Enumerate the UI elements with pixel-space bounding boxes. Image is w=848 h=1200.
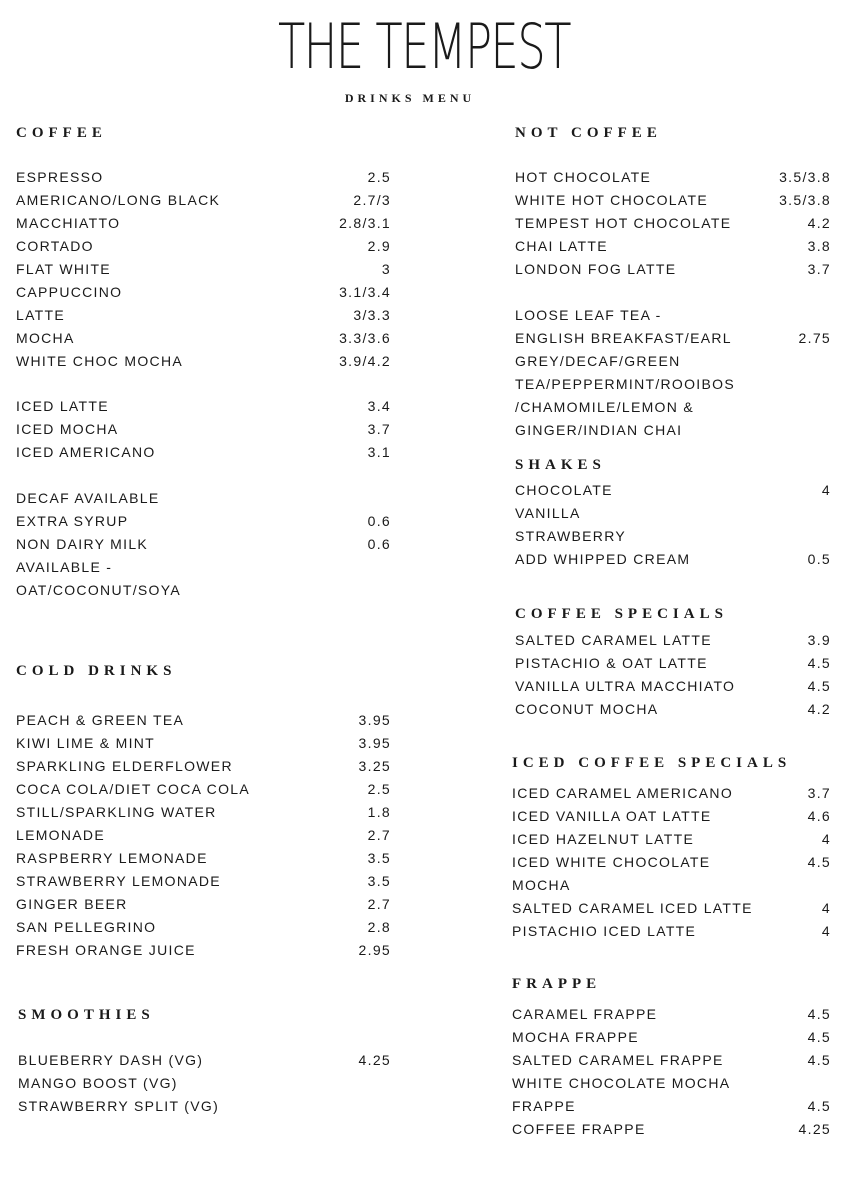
item-price: 2.5 <box>367 169 391 185</box>
item-price: 4.5 <box>807 1006 831 1022</box>
menu-item <box>515 189 831 211</box>
item-price: 4 <box>821 831 831 847</box>
item-name: VANILLA ULTRA MACCHIATO <box>515 678 736 694</box>
item-price: 3.1 <box>367 444 391 460</box>
item-price: 3.9/4.2 <box>339 353 391 369</box>
menu-item <box>16 189 391 211</box>
menu-item <box>16 304 391 326</box>
item-price: 2.8 <box>367 919 391 935</box>
item-name: CORTADO <box>16 238 94 254</box>
menu-item <box>16 487 391 509</box>
item-name: ESPRESSO <box>16 169 104 185</box>
item-price: 4.5 <box>807 655 831 671</box>
menu-item <box>16 755 391 777</box>
menu-item <box>16 801 391 823</box>
item-name: ICED MOCHA <box>16 421 119 437</box>
menu-item <box>515 373 831 395</box>
item-price: 0.6 <box>367 536 391 552</box>
shakes-section <box>515 457 831 577</box>
menu-item <box>512 1072 831 1094</box>
item-price: 3.5/3.8 <box>779 169 831 185</box>
item-price: 4.5 <box>807 1052 831 1068</box>
menu-item <box>16 709 391 731</box>
smoothies-section <box>18 1007 391 1127</box>
item-price: 2.7 <box>367 896 391 912</box>
frappe-section <box>512 976 831 1156</box>
item-name: LONDON FOG LATTE <box>515 261 677 277</box>
item-price: 4 <box>821 482 831 498</box>
item-name: STILL/SPARKLING WATER <box>16 804 217 820</box>
menu-item <box>18 1095 391 1117</box>
item-price: 3.9 <box>807 632 831 648</box>
menu-item <box>512 1003 831 1025</box>
menu-item <box>515 258 831 280</box>
coffee-specials-section <box>515 606 831 726</box>
item-name: STRAWBERRY SPLIT (VG) <box>18 1098 220 1114</box>
menu-item <box>512 1118 831 1140</box>
item-price: 3.7 <box>807 261 831 277</box>
item-name: MOCHA <box>16 330 75 346</box>
not-coffee-section <box>515 125 831 445</box>
item-name: BLUEBERRY DASH (VG) <box>18 1052 204 1068</box>
menu-item <box>16 258 391 280</box>
item-name: MOCHA FRAPPE <box>512 1029 639 1045</box>
frappe-heading: FRAPPE <box>512 976 602 992</box>
item-price: 3.4 <box>367 398 391 414</box>
menu-item <box>16 166 391 188</box>
item-name: ICED HAZELNUT LATTE <box>512 831 695 847</box>
item-price: 3.5 <box>367 873 391 889</box>
iced-coffee-specials-section <box>512 755 831 955</box>
menu-item <box>16 395 391 417</box>
menu-item <box>515 327 831 349</box>
menu-item <box>515 525 831 547</box>
item-name: CAPPUCCINO <box>16 284 123 300</box>
item-name: SALTED CARAMEL LATTE <box>515 632 712 648</box>
item-name: FRESH ORANGE JUICE <box>16 942 196 958</box>
item-name: STRAWBERRY <box>515 528 627 544</box>
item-price: 4.6 <box>807 808 831 824</box>
item-price: 3 <box>381 261 391 277</box>
menu-item <box>16 418 391 440</box>
item-price: 4.5 <box>807 1098 831 1114</box>
item-name: GINGER BEER <box>16 896 128 912</box>
menu-item <box>512 920 831 942</box>
item-price: 2.95 <box>358 942 391 958</box>
item-name: DECAF AVAILABLE <box>16 490 160 506</box>
item-price: 3/3.3 <box>353 307 391 323</box>
item-price: 3.8 <box>807 238 831 254</box>
cold-drinks-section <box>16 663 391 963</box>
item-price: 3.95 <box>358 735 391 751</box>
coffee-section <box>16 125 391 605</box>
menu-item <box>515 479 831 501</box>
item-price: 4.2 <box>807 215 831 231</box>
item-price: 4 <box>821 900 831 916</box>
menu-item <box>512 828 831 850</box>
menu-item <box>512 805 831 827</box>
item-price: 3.7 <box>367 421 391 437</box>
item-name: SALTED CARAMEL FRAPPE <box>512 1052 724 1068</box>
menu-item <box>16 281 391 303</box>
item-price: 2.5 <box>367 781 391 797</box>
item-price: 3.1/3.4 <box>339 284 391 300</box>
menu-item <box>16 510 391 532</box>
item-name: COCONUT MOCHA <box>515 701 659 717</box>
menu-item <box>515 419 831 441</box>
menu-item <box>16 870 391 892</box>
menu-title: THE TEMPEST <box>277 10 571 83</box>
menu-item <box>16 533 391 555</box>
coffee-heading: COFFEE <box>16 125 107 141</box>
item-name: STRAWBERRY LEMONADE <box>16 873 221 889</box>
item-price: 3.5/3.8 <box>779 192 831 208</box>
menu-item <box>515 396 831 418</box>
menu-item <box>16 556 391 578</box>
item-price: 1.8 <box>367 804 391 820</box>
menu-item <box>512 851 831 873</box>
item-name: GREY/DECAF/GREEN <box>515 353 681 369</box>
item-price: 2.7 <box>367 827 391 843</box>
item-name: FLAT WHITE <box>16 261 111 277</box>
item-name: AVAILABLE - <box>16 559 113 575</box>
item-name: ICED CARAMEL AMERICANO <box>512 785 734 801</box>
item-price: 4.2 <box>807 701 831 717</box>
item-name: COFFEE FRAPPE <box>512 1121 646 1137</box>
menu-item <box>16 847 391 869</box>
item-name: KIWI LIME & MINT <box>16 735 156 751</box>
item-price: 0.6 <box>367 513 391 529</box>
item-name: PISTACHIO ICED LATTE <box>512 923 697 939</box>
item-price: 3.7 <box>807 785 831 801</box>
item-price: 2.9 <box>367 238 391 254</box>
item-price: 4.25 <box>798 1121 831 1137</box>
menu-item <box>515 652 831 674</box>
item-price: 4.5 <box>807 1029 831 1045</box>
item-price: 3.5 <box>367 850 391 866</box>
menu-item <box>16 235 391 257</box>
item-name: ICED AMERICANO <box>16 444 156 460</box>
item-name: LEMONADE <box>16 827 105 843</box>
menu-item <box>16 778 391 800</box>
item-price: 0.5 <box>807 551 831 567</box>
item-price: 3.95 <box>358 712 391 728</box>
menu-item <box>515 675 831 697</box>
item-name: HOT CHOCOLATE <box>515 169 652 185</box>
coffee-specials-heading: COFFEE SPECIALS <box>515 606 728 622</box>
item-name: CHAI LATTE <box>515 238 608 254</box>
menu-item <box>512 782 831 804</box>
item-name: WHITE CHOCOLATE MOCHA <box>512 1075 731 1091</box>
item-price: 2.75 <box>798 330 831 346</box>
item-name: TEMPEST HOT CHOCOLATE <box>515 215 732 231</box>
item-name: ICED WHITE CHOCOLATE <box>512 854 711 870</box>
item-name: TEA/PEPPERMINT/ROOIBOS <box>515 376 735 392</box>
item-name: LOOSE LEAF TEA - <box>515 307 662 323</box>
menu-item <box>16 732 391 754</box>
iced-coffee-specials-heading: ICED COFFEE SPECIALS <box>512 755 792 771</box>
menu-item <box>16 939 391 961</box>
menu-item <box>16 893 391 915</box>
item-name: SAN PELLEGRINO <box>16 919 157 935</box>
item-name: RASPBERRY LEMONADE <box>16 850 208 866</box>
item-name: VANILLA <box>515 505 581 521</box>
item-name: NON DAIRY MILK <box>16 536 149 552</box>
menu-item <box>18 1072 391 1094</box>
menu-item <box>515 350 831 372</box>
item-name: ICED LATTE <box>16 398 109 414</box>
item-name: PISTACHIO & OAT LATTE <box>515 655 708 671</box>
item-name: LATTE <box>16 307 66 323</box>
item-name: OAT/COCONUT/SOYA <box>16 582 181 598</box>
item-name: /CHAMOMILE/LEMON & <box>515 399 694 415</box>
item-name: WHITE CHOC MOCHA <box>16 353 184 369</box>
item-name: ADD WHIPPED CREAM <box>515 551 691 567</box>
item-name: AMERICANO/LONG BLACK <box>16 192 221 208</box>
item-price: 3.3/3.6 <box>339 330 391 346</box>
item-name: COCA COLA/DIET COCA COLA <box>16 781 250 797</box>
menu-item <box>16 579 391 601</box>
menu-item <box>16 327 391 349</box>
item-name: PEACH & GREEN TEA <box>16 712 185 728</box>
item-name: MOCHA <box>512 877 571 893</box>
smoothies-heading: SMOOTHIES <box>18 1007 155 1023</box>
item-name: CARAMEL FRAPPE <box>512 1006 658 1022</box>
menu-item <box>515 629 831 651</box>
item-price: 3.25 <box>358 758 391 774</box>
item-name: CHOCOLATE <box>515 482 613 498</box>
item-name: MACCHIATTO <box>16 215 121 231</box>
menu-item <box>16 350 391 372</box>
not-coffee-heading: NOT COFFEE <box>515 125 662 141</box>
menu-item <box>16 824 391 846</box>
item-name: ENGLISH BREAKFAST/EARL <box>515 330 732 346</box>
menu-item <box>515 698 831 720</box>
menu-item <box>16 916 391 938</box>
menu-item <box>16 441 391 463</box>
menu-item <box>515 212 831 234</box>
item-price: 2.8/3.1 <box>339 215 391 231</box>
item-name: EXTRA SYRUP <box>16 513 129 529</box>
menu-item <box>515 502 831 524</box>
item-name: MANGO BOOST (VG) <box>18 1075 178 1091</box>
menu-item <box>512 897 831 919</box>
item-price: 4.25 <box>358 1052 391 1068</box>
menu-item <box>515 548 831 570</box>
item-price: 2.7/3 <box>353 192 391 208</box>
menu-item <box>512 1095 831 1117</box>
menu-item <box>18 1049 391 1071</box>
item-name: SPARKLING ELDERFLOWER <box>16 758 233 774</box>
item-name: WHITE HOT CHOCOLATE <box>515 192 708 208</box>
item-price: 4.5 <box>807 678 831 694</box>
menu-item <box>515 304 831 326</box>
menu-item <box>16 212 391 234</box>
cold-drinks-heading: COLD DRINKS <box>16 663 177 679</box>
menu-item <box>515 235 831 257</box>
item-name: GINGER/INDIAN CHAI <box>515 422 683 438</box>
item-price: 4 <box>821 923 831 939</box>
menu-item <box>515 166 831 188</box>
menu-item <box>512 874 831 896</box>
menu-subtitle: DRINKS MENU <box>344 91 476 105</box>
item-name: FRAPPE <box>512 1098 576 1114</box>
item-price: 4.5 <box>807 854 831 870</box>
shakes-heading: SHAKES <box>515 457 606 473</box>
item-name: ICED VANILLA OAT LATTE <box>512 808 712 824</box>
item-name: SALTED CARAMEL ICED LATTE <box>512 900 753 916</box>
menu-item <box>512 1026 831 1048</box>
menu-item <box>512 1049 831 1071</box>
